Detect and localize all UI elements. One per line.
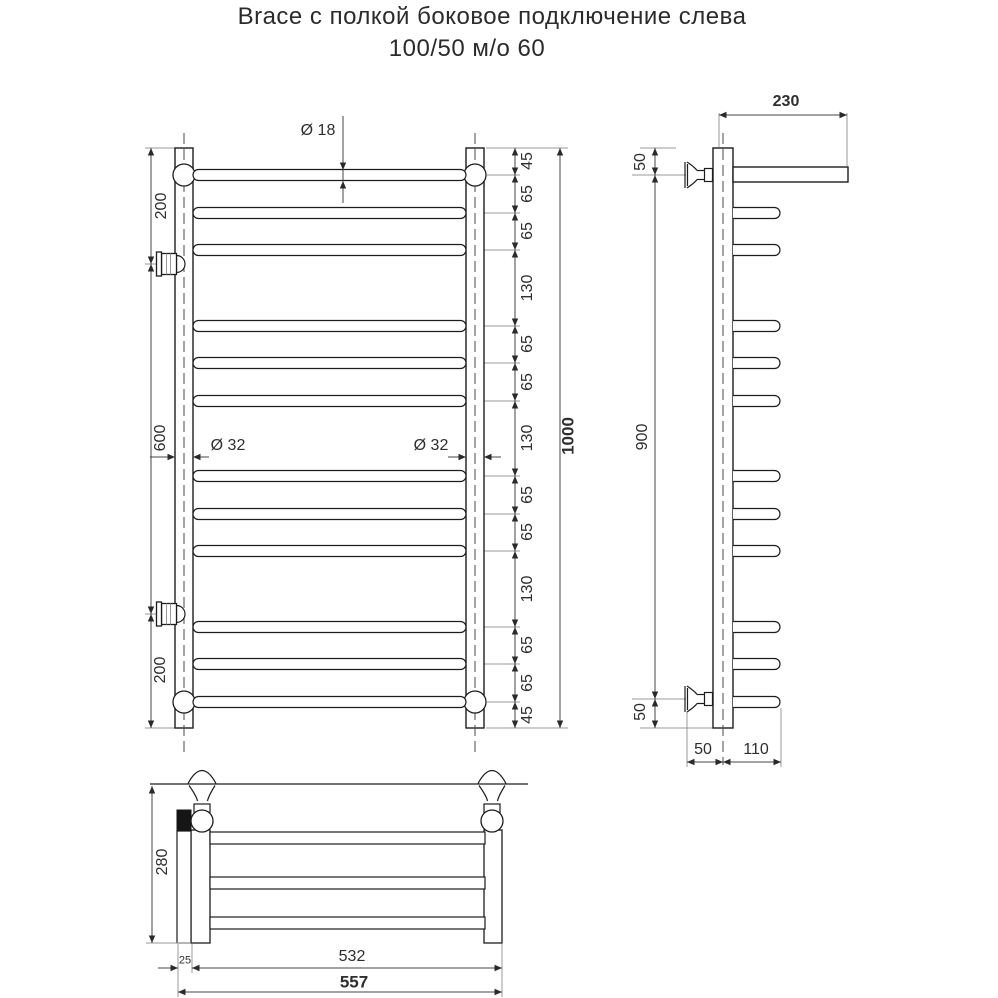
plan-wall-bracket-left <box>188 771 216 814</box>
dim-chain-65: 65 <box>519 185 536 203</box>
dim-left-top-offset: 200 <box>153 192 170 220</box>
plan-right-arm <box>484 830 502 943</box>
drawing-title-line1: Brace с полкой боковое подключение слева <box>237 3 747 30</box>
front-view-drawing <box>145 116 568 752</box>
dim-rung-diameter: Ø 18 <box>300 122 336 139</box>
dim-chain-130: 130 <box>519 274 536 302</box>
dim-chain-65: 65 <box>519 674 536 692</box>
dim-chain-65: 65 <box>519 373 536 391</box>
dim-chain-65: 65 <box>519 523 536 541</box>
front-bracket-circle <box>173 691 195 713</box>
plan-valve-body <box>177 831 191 943</box>
dim-right-post-diameter: Ø 32 <box>413 437 449 454</box>
dim-left-post-diameter: Ø 32 <box>210 437 246 454</box>
dim-overall-width: 557 <box>339 972 369 992</box>
plan-view-drawing <box>146 771 528 998</box>
dim-wall-to-axis: 50 <box>694 741 712 758</box>
plan-ball-joint-left <box>191 810 213 832</box>
dim-shelf-depth: 230 <box>772 93 800 110</box>
drawing-title-line2: 100/50 м/о 60 <box>388 35 546 62</box>
dim-left-bottom-offset: 200 <box>152 656 169 684</box>
front-bracket-circle <box>464 164 486 186</box>
dim-rail-width: 532 <box>338 948 366 965</box>
side-view-drawing <box>632 112 848 767</box>
dim-bracket-span: 900 <box>634 423 651 451</box>
dim-chain-65: 65 <box>519 636 536 654</box>
front-bracket-circle <box>464 691 486 713</box>
dim-top-bracket-offset: 50 <box>632 153 649 171</box>
dim-connection-spacing: 600 <box>152 424 169 452</box>
side-rungs <box>733 208 780 708</box>
dim-axis-to-bar-end: 110 <box>743 741 769 758</box>
dim-chain-65: 65 <box>519 335 536 353</box>
dim-chain-65: 65 <box>519 222 536 240</box>
dim-bottom-bracket-offset: 50 <box>632 703 649 721</box>
plan-ball-joint-right <box>481 810 503 832</box>
dim-total-height: 1000 <box>558 417 578 455</box>
dim-chain-130: 130 <box>519 424 536 452</box>
side-wall-bracket-top <box>685 162 713 188</box>
plan-left-arm <box>191 830 210 943</box>
dim-chain-45: 45 <box>519 152 536 170</box>
dim-chain-130: 130 <box>519 575 536 603</box>
dim-chain-45: 45 <box>519 706 536 724</box>
plan-shelf-rails <box>210 832 485 929</box>
dim-valve-offset: 25 <box>178 954 192 967</box>
side-wall-bracket-bottom <box>685 686 713 712</box>
dim-depth: 280 <box>154 848 171 876</box>
plan-valve-black-cap <box>177 810 191 831</box>
plan-wall-bracket-right <box>478 771 506 814</box>
front-bracket-circle <box>173 164 195 186</box>
dim-chain-65: 65 <box>519 486 536 504</box>
side-shelf <box>733 167 848 182</box>
